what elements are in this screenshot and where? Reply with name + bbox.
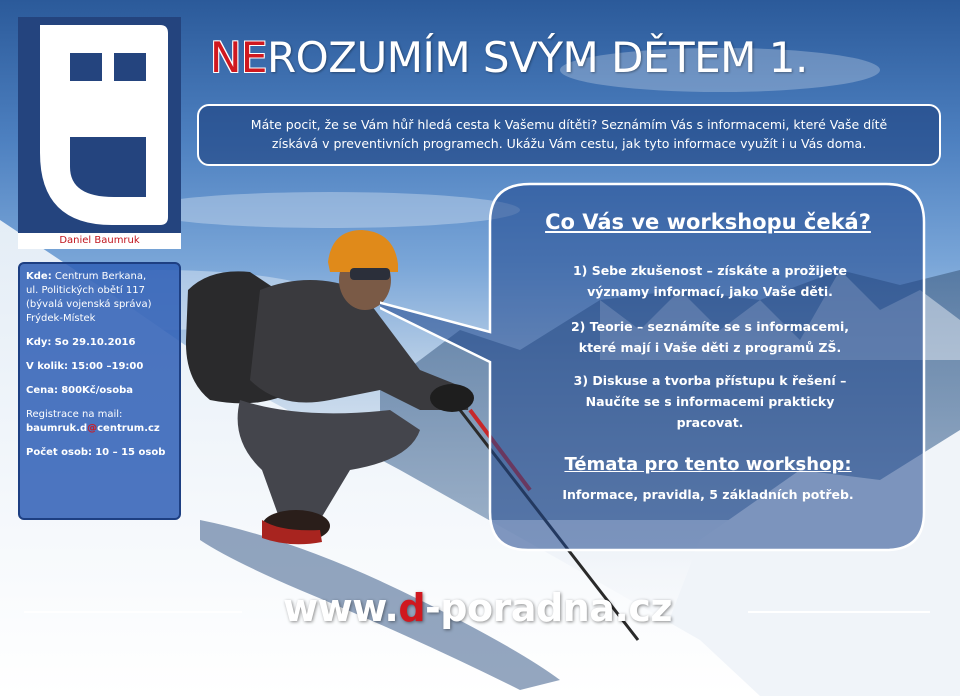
db-logo bbox=[18, 17, 181, 249]
workshop-item-2 bbox=[520, 316, 900, 358]
people-block bbox=[26, 446, 173, 460]
intro-box bbox=[197, 104, 941, 166]
workshop-item-3 bbox=[520, 370, 900, 433]
price-block bbox=[26, 384, 173, 398]
time-label: V kolik: bbox=[26, 361, 68, 372]
url-prefix: www. bbox=[283, 586, 399, 630]
address-line-2: (bývalá vojenská správa) bbox=[26, 299, 152, 310]
address-line-3: Frýdek-Místek bbox=[26, 313, 96, 324]
item-1-line-2: významy informací, jako Vaše děti. bbox=[587, 284, 833, 299]
email-part-2: centrum.cz bbox=[97, 423, 160, 434]
intro-line-1: Máte pocit, že se Vám hůř hledá cesta k Vašemu dítěti? Seznámím Vás s informacemi, které Vaše dítě bbox=[250, 117, 888, 132]
when-value: So 29.10.2016 bbox=[54, 337, 136, 348]
registration-block bbox=[26, 408, 173, 436]
url-highlight: d bbox=[398, 586, 426, 630]
item-3-line-3: pracovat. bbox=[676, 415, 744, 430]
people-label: Počet osob: bbox=[26, 447, 93, 458]
where-label: Kde: bbox=[26, 271, 52, 282]
workshop-speech-bubble bbox=[490, 182, 926, 552]
page-title bbox=[210, 30, 910, 86]
item-2-line-1: 2) Teorie – seznámíte se s informacemi, bbox=[570, 319, 850, 334]
where-value: Centrum Berkana, bbox=[54, 271, 147, 282]
registration-label: Registrace na mail: bbox=[26, 409, 123, 420]
intro-line-2: získává v preventivních programech. Ukážu Vám cestu, jak tyto informace využít i u Vás doma. bbox=[271, 136, 867, 151]
registration-email bbox=[26, 423, 160, 434]
url-suffix: -poradna.cz bbox=[425, 586, 672, 630]
title-highlight: NE bbox=[210, 33, 267, 82]
topics-text: Informace, pravidla, 5 základních potřeb. bbox=[562, 487, 854, 502]
item-3-line-1: 3) Diskuse a tvorba přístupu k řešení – bbox=[573, 373, 847, 388]
db-monogram-icon bbox=[18, 17, 181, 233]
price-label: Cena: bbox=[26, 385, 58, 396]
website-link[interactable] bbox=[283, 586, 672, 630]
workshop-item-1 bbox=[520, 260, 900, 302]
time-value: 15:00 –19:00 bbox=[71, 361, 144, 372]
item-2-line-2: které mají i Vaše děti z programů ZŠ. bbox=[578, 340, 842, 355]
item-1-line-1: 1) Sebe zkušenost – získáte a prožijete bbox=[572, 263, 848, 278]
price-value: 800Kč/osoba bbox=[61, 385, 133, 396]
when-label: Kdy: bbox=[26, 337, 52, 348]
event-info-box bbox=[18, 262, 181, 520]
topics-heading: Témata pro tento workshop: bbox=[564, 454, 852, 475]
people-value: 10 – 15 osob bbox=[95, 447, 166, 458]
logo-name: Daniel Baumruk bbox=[18, 233, 181, 249]
item-3-line-2: Naučíte se s informacemi prakticky bbox=[585, 394, 835, 409]
email-at: @ bbox=[87, 423, 98, 434]
time-block bbox=[26, 360, 173, 374]
email-part-1: baumruk.d bbox=[26, 423, 88, 434]
footer-divider-right bbox=[748, 611, 930, 613]
title-rest: ROZUMÍM SVÝM DĚTEM 1. bbox=[266, 33, 808, 82]
address-line-1: ul. Politických obětí 117 bbox=[26, 285, 145, 296]
bubble-content bbox=[490, 182, 926, 552]
bubble-heading: Co Vás ve workshopu čeká? bbox=[545, 210, 871, 234]
date-block bbox=[26, 336, 173, 350]
location-block bbox=[26, 270, 173, 326]
footer-divider-left bbox=[24, 611, 242, 613]
